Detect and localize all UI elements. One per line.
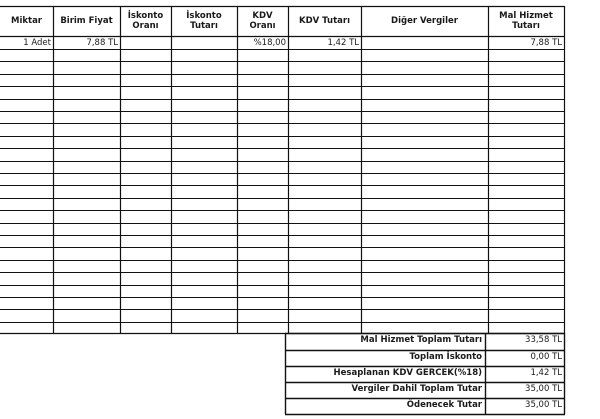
total-label-odenecek: Ödenecek Tutar xyxy=(406,400,482,410)
header-iskonto-orani: İskonto Oranı xyxy=(127,11,164,31)
total-label-iskonto: Toplam İskonto xyxy=(409,352,482,362)
cell-birim-fiyat: 7,88 TL xyxy=(86,38,118,48)
total-label-mal-hizmet: Mal Hizmet Toplam Tutarı xyxy=(360,335,482,345)
cell-miktar: 1 Adet xyxy=(23,38,51,48)
cell-kdv-orani: %18,00 xyxy=(253,38,286,48)
header-diger-vergiler: Diğer Vergiler xyxy=(391,16,458,26)
total-value-odenecek: 35,00 TL xyxy=(525,400,562,410)
total-value-iskonto: 0,00 TL xyxy=(530,352,562,362)
header-birim-fiyat: Birim Fiyat xyxy=(60,16,113,26)
header-kdv-tutari: KDV Tutarı xyxy=(299,16,350,26)
total-label-vergiler-dahil: Vergiler Dahil Toplam Tutar xyxy=(351,384,482,394)
total-value-vergiler-dahil: 35,00 TL xyxy=(525,384,562,394)
total-value-mal-hizmet: 33,58 TL xyxy=(525,335,562,345)
cell-mal-hizmet-tutari: 7,88 TL xyxy=(530,38,562,48)
cell-kdv-tutari: 1,42 TL xyxy=(327,38,359,48)
header-miktar: Miktar xyxy=(10,16,43,26)
total-label-kdv: Hesaplanan KDV GERCEK(%18) xyxy=(333,368,482,378)
header-mal-hizmet-tutari: Mal Hizmet Tutarı xyxy=(499,11,553,31)
total-value-kdv: 1,42 TL xyxy=(530,368,562,378)
header-iskonto-tutari: İskonto Tutarı xyxy=(186,11,222,31)
header-kdv-orani: KDV Oranı xyxy=(249,11,276,31)
